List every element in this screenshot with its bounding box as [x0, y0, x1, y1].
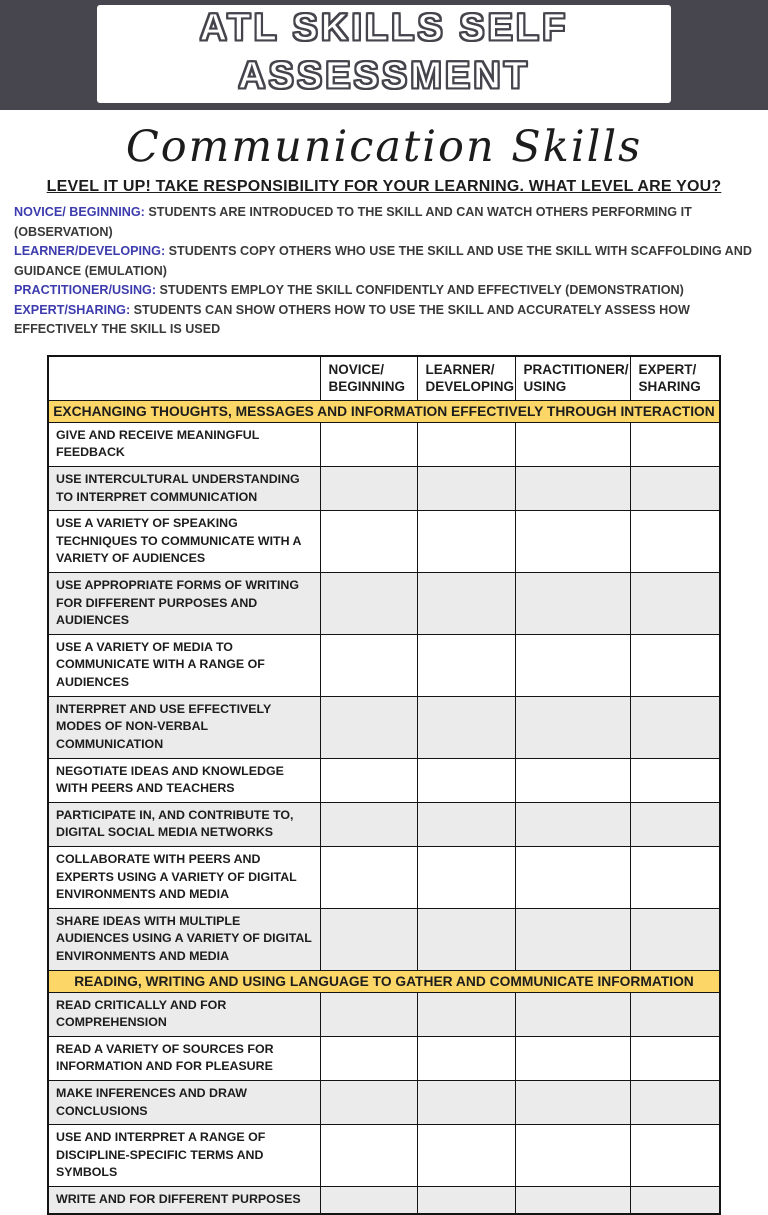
assessment-cell[interactable] [320, 511, 417, 573]
level-text: STUDENTS EMPLOY THE SKILL CONFIDENTLY AND EFFECTIVELY (DEMONSTRATION) [159, 283, 684, 298]
assessment-cell[interactable] [630, 758, 720, 802]
level-text: STUDENTS COPY OTHERS WHO USE THE SKILL AND USE THE SKILL WITH SCAFFOLDING AND GUIDANCE (EMULATION) [14, 244, 752, 278]
assessment-cell[interactable] [630, 573, 720, 635]
skill-row [48, 422, 720, 466]
assessment-cell[interactable] [515, 511, 630, 573]
skill-row [48, 511, 720, 573]
assessment-cell[interactable] [630, 511, 720, 573]
level-text: STUDENTS CAN SHOW OTHERS HOW TO USE THE SKILL AND ACCURATELY ASSESS HOW EFFECTIVELY THE SKILL IS USED [14, 302, 690, 337]
level-description [14, 242, 754, 281]
assessment-cell[interactable] [630, 908, 720, 970]
assessment-cell[interactable] [320, 758, 417, 802]
assessment-cell[interactable] [630, 992, 720, 1036]
title-box [97, 5, 671, 103]
skill-column-header [48, 356, 320, 401]
assessment-cell[interactable] [320, 634, 417, 696]
assessment-cell[interactable] [417, 1036, 515, 1080]
assessment-cell[interactable] [630, 846, 720, 908]
level-label: LEARNER/DEVELOPING: [14, 244, 166, 259]
level-descriptions [0, 196, 768, 340]
level-label: PRACTITIONER/USING: [14, 283, 157, 298]
assessment-cell[interactable] [515, 802, 630, 846]
column-header-learner: LEARNER/ DEVELOPING [417, 356, 515, 401]
assessment-cell[interactable] [630, 422, 720, 466]
table-body [48, 400, 720, 1213]
section-header: READING, WRITING AND USING LANGUAGE TO GATHER AND COMMUNICATE INFORMATION [48, 970, 720, 992]
assessment-cell[interactable] [320, 802, 417, 846]
skill-row [48, 696, 720, 758]
skill-label: USE AND INTERPRET A RANGE OF DISCIPLINE-SPECIFIC TERMS AND SYMBOLS [48, 1125, 320, 1187]
assessment-cell[interactable] [417, 1187, 515, 1214]
assessment-cell[interactable] [320, 1187, 417, 1214]
skill-label: MAKE INFERENCES AND DRAW CONCLUSIONS [48, 1081, 320, 1125]
skill-row [48, 908, 720, 970]
assessment-cell[interactable] [320, 908, 417, 970]
skill-label: USE INTERCULTURAL UNDERSTANDING TO INTERPRET COMMUNICATION [48, 466, 320, 510]
assessment-cell[interactable] [630, 466, 720, 510]
skill-label: PARTICIPATE IN, AND CONTRIBUTE TO, DIGITAL SOCIAL MEDIA NETWORKS [48, 802, 320, 846]
skill-row [48, 802, 720, 846]
assessment-cell[interactable] [417, 696, 515, 758]
assessment-cell[interactable] [417, 634, 515, 696]
skill-row [48, 992, 720, 1036]
assessment-cell[interactable] [320, 846, 417, 908]
skill-label: WRITE AND FOR DIFFERENT PURPOSES [48, 1187, 320, 1214]
column-header-practitioner: PRACTITIONER/ USING [515, 356, 630, 401]
assessment-cell[interactable] [630, 1125, 720, 1187]
skill-row [48, 846, 720, 908]
skill-label: USE A VARIETY OF MEDIA TO COMMUNICATE WITH A RANGE OF AUDIENCES [48, 634, 320, 696]
assessment-cell[interactable] [630, 1081, 720, 1125]
assessment-cell[interactable] [320, 992, 417, 1036]
column-header-novice: NOVICE/ BEGINNING [320, 356, 417, 401]
level-description [14, 301, 754, 340]
assessment-cell[interactable] [630, 696, 720, 758]
skill-row [48, 573, 720, 635]
assessment-cell[interactable] [515, 908, 630, 970]
assessment-cell[interactable] [417, 992, 515, 1036]
assessment-cell[interactable] [320, 573, 417, 635]
assessment-cell[interactable] [515, 634, 630, 696]
column-header-expert: EXPERT/ SHARING [630, 356, 720, 401]
assessment-cell[interactable] [417, 846, 515, 908]
level-description [14, 203, 754, 242]
skill-row [48, 1036, 720, 1080]
assessment-cell[interactable] [515, 422, 630, 466]
level-label: NOVICE/ BEGINNING: [14, 205, 145, 220]
level-label: EXPERT/SHARING: [14, 302, 131, 317]
title-banner [0, 0, 768, 110]
assessment-cell[interactable] [417, 908, 515, 970]
skill-label: NEGOTIATE IDEAS AND KNOWLEDGE WITH PEERS AND TEACHERS [48, 758, 320, 802]
column-header-row [48, 356, 720, 401]
assessment-cell[interactable] [320, 422, 417, 466]
level-text: STUDENTS ARE INTRODUCED TO THE SKILL AND CAN WATCH OTHERS PERFORMING IT (OBSERVATION) [14, 205, 692, 239]
assessment-cell[interactable] [320, 466, 417, 510]
assessment-cell[interactable] [320, 1036, 417, 1080]
skill-label: INTERPRET AND USE EFFECTIVELY MODES OF NON-VERBAL COMMUNICATION [48, 696, 320, 758]
skill-label: READ CRITICALLY AND FOR COMPREHENSION [48, 992, 320, 1036]
skill-row [48, 758, 720, 802]
assessment-cell[interactable] [320, 1125, 417, 1187]
assessment-cell[interactable] [630, 634, 720, 696]
assessment-cell[interactable] [417, 758, 515, 802]
assessment-cell[interactable] [515, 758, 630, 802]
skill-row [48, 1081, 720, 1125]
assessment-cell[interactable] [515, 696, 630, 758]
assessment-cell[interactable] [515, 573, 630, 635]
assessment-cell[interactable] [417, 573, 515, 635]
skill-row [48, 634, 720, 696]
assessment-cell[interactable] [630, 1036, 720, 1080]
assessment-cell[interactable] [320, 696, 417, 758]
skill-row [48, 466, 720, 510]
level-description [14, 281, 754, 301]
assessment-table [47, 355, 721, 1215]
assessment-cell[interactable] [515, 992, 630, 1036]
skill-label: USE APPROPRIATE FORMS OF WRITING FOR DIFFERENT PURPOSES AND AUDIENCES [48, 573, 320, 635]
assessment-cell[interactable] [515, 466, 630, 510]
skill-label: GIVE AND RECEIVE MEANINGFUL FEEDBACK [48, 422, 320, 466]
assessment-cell[interactable] [630, 1187, 720, 1214]
assessment-cell[interactable] [417, 1125, 515, 1187]
assessment-cell[interactable] [417, 466, 515, 510]
skill-label: READ A VARIETY OF SOURCES FOR INFORMATION AND FOR PLEASURE [48, 1036, 320, 1080]
assessment-cell[interactable] [417, 511, 515, 573]
assessment-cell[interactable] [417, 422, 515, 466]
section-header-row [48, 400, 720, 422]
skill-label: SHARE IDEAS WITH MULTIPLE AUDIENCES USING A VARIETY OF DIGITAL ENVIRONMENTS AND MEDIA [48, 908, 320, 970]
skill-label: COLLABORATE WITH PEERS AND EXPERTS USING A VARIETY OF DIGITAL ENVIRONMENTS AND MEDIA [48, 846, 320, 908]
assessment-cell[interactable] [630, 802, 720, 846]
assessment-cell[interactable] [515, 1036, 630, 1080]
skill-row [48, 1125, 720, 1187]
skill-row [48, 1187, 720, 1214]
assessment-cell[interactable] [515, 846, 630, 908]
assessment-cell[interactable] [515, 1081, 630, 1125]
script-title: Communication Skills [125, 121, 643, 172]
assessment-cell[interactable] [417, 1081, 515, 1125]
subtitle: LEVEL IT UP! TAKE RESPONSIBILITY FOR YOUR LEARNING. WHAT LEVEL ARE YOU? [46, 178, 722, 196]
section-header: EXCHANGING THOUGHTS, MESSAGES AND INFORMATION EFFECTIVELY THROUGH INTERACTION [48, 400, 720, 422]
assessment-cell[interactable] [515, 1125, 630, 1187]
section-header-row [48, 970, 720, 992]
assessment-cell[interactable] [417, 802, 515, 846]
assessment-cell[interactable] [515, 1187, 630, 1214]
skill-label: USE A VARIETY OF SPEAKING TECHNIQUES TO COMMUNICATE WITH A VARIETY OF AUDIENCES [48, 511, 320, 573]
assessment-cell[interactable] [320, 1081, 417, 1125]
page-title: ATL SKILLS SELF ASSESSMENT [199, 7, 569, 97]
